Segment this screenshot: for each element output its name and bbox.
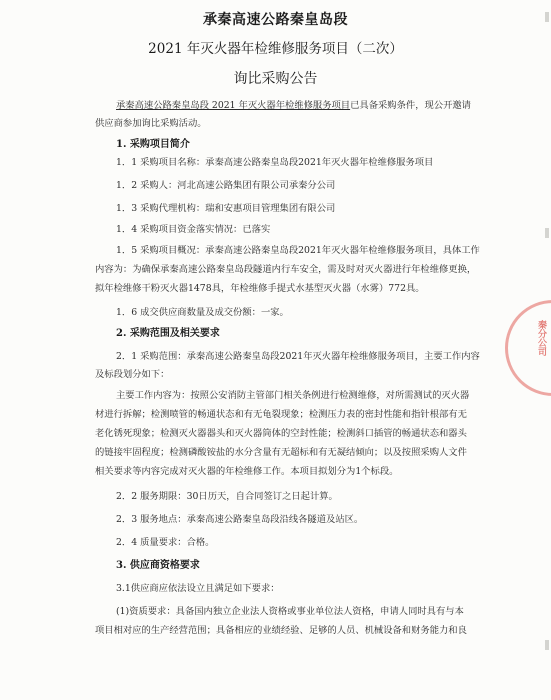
- section2-item1-line2: 及标段划分如下：: [95, 369, 170, 380]
- section1-item6: 1．6 成交供应商数量及成交份额：一家。: [116, 307, 289, 318]
- section1-item5-line2: 内容为：为确保承秦高速公路秦皇岛段隧道内行车安全，需及时对灭火器进行年检维修更换，: [95, 264, 477, 275]
- title-announcement: 询比采购公告: [233, 71, 318, 87]
- section1-item2: 1．2 采购人：河北高速公路集团有限公司承秦分公司: [116, 180, 336, 191]
- section2-work-line1: 主要工作内容为：按照公安消防主管部门相关条例进行检测维修，对所需测试的灭火器: [116, 390, 470, 401]
- scan-edge-mark: [545, 228, 549, 238]
- section2-item4: 2．4 质量要求：合格。: [116, 537, 215, 548]
- section1-item1: 1．1 采购项目名称：承秦高速公路秦皇岛段2021年灭火器年检维修服务项目: [116, 157, 434, 168]
- section1-heading: 1. 采购项目简介: [116, 139, 190, 150]
- section2-work-line2: 材进行拆解；检测喷管的畅通状态和有无龟裂现象；检测压力表的密封性能和指针根部有无: [95, 409, 467, 420]
- section2-work-line5: 相关要求等内容完成对灭火器的年检维修工作。本项目拟划分为1个标段。: [95, 466, 399, 477]
- scan-edge-mark: [545, 12, 549, 22]
- title-project-name: 2021 年灭火器年检维修服务项目（二次）: [148, 41, 403, 57]
- section3-req1-line1: (1)资质要求：具备国内独立企业法人资格或事业单位法人资格，申请人同时具有与本: [116, 606, 464, 617]
- section2-work-line4: 的链接牢固程度；检测磷酸铵盐的水分含量有无超标和有无凝结倾向；以及按照采购人文件: [95, 447, 467, 458]
- intro-rest: 已具备采购条件，现公开邀请: [350, 100, 471, 111]
- intro-project-name: 承秦高速公路秦皇岛段 2021 年灭火器年检维修服务项目: [116, 100, 351, 111]
- company-seal-text: 秦分公司: [536, 320, 546, 356]
- title-project-owner: 承秦高速公路秦皇岛段: [203, 12, 348, 28]
- scan-edge-mark: [545, 640, 549, 650]
- section1-item5-line3: 拟年检维修干粉灭火器1478具，年检维修手提式水基型灭火器（水雾）772具。: [95, 283, 425, 294]
- section1-item4: 1．4 采购项目资金落实情况：已落实: [116, 224, 271, 235]
- section2-item3: 2．3 服务地点：承秦高速公路秦皇岛段沿线各隧道及站区。: [116, 514, 364, 525]
- section1-item5-line1: 1．5 采购项目概况：承秦高速公路秦皇岛段2021年灭火器年检维修服务项目，具体工作: [116, 245, 480, 256]
- section3-item1: 3.1供应商应依法设立且满足如下要求：: [116, 583, 280, 594]
- section2-work-line3: 老化锈死现象；检测灭火器器头和灭火器筒体的空封性能；检测斜口插管的畅通状态和器头: [95, 428, 467, 439]
- section3-heading: 3. 供应商资格要求: [116, 560, 200, 571]
- section2-item1-line1: 2．1 采购范围：承秦高速公路秦皇岛段2021年灭火器年检维修服务项目，主要工作内容: [116, 351, 480, 362]
- section1-item3: 1．3 采购代理机构：瑞和安惠项目管理集团有限公司: [116, 203, 336, 214]
- section3-req1-line2: 项目相对应的生产经营范围；具备相应的业绩经验、足够的人员、机械设备和财务能力和良: [95, 625, 467, 636]
- section2-item2: 2．2 服务期限：30日历天，自合同签订之日起计算。: [116, 491, 338, 502]
- intro-line-1: [116, 100, 471, 112]
- intro-line-2: 供应商参加询比采购活动。: [95, 118, 207, 129]
- section2-heading: 2. 采购范围及相关要求: [116, 328, 220, 339]
